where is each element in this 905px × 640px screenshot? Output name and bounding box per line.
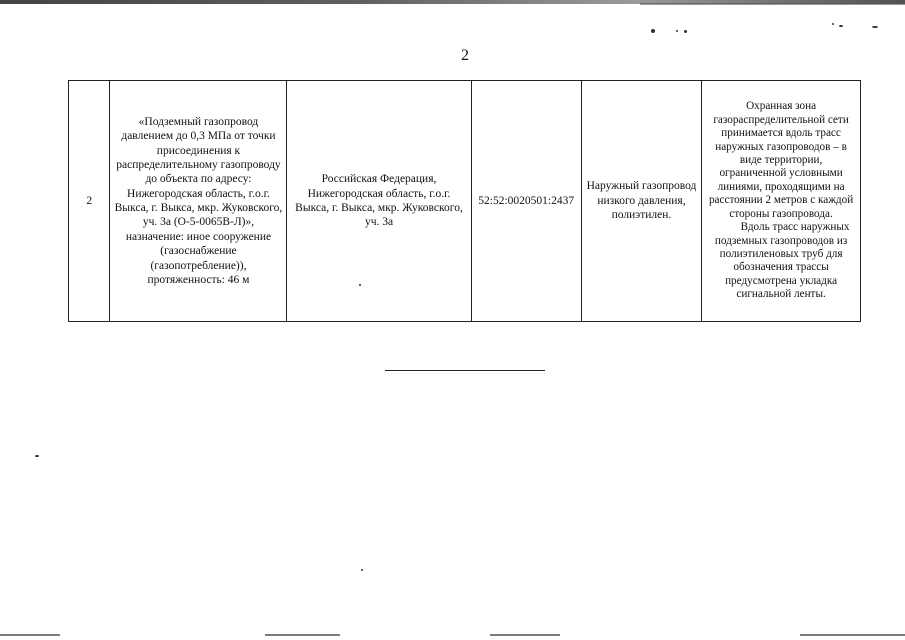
row-number-cell: 2 bbox=[69, 81, 110, 322]
restriction-text-part1: Охранная зона газораспределительной сети принимается вдоль трасс наружных газопроводов – в виде территории, ограниченной условными линиями, проходящими на расстоянии 2 метров с каждой стороны газопровода. bbox=[708, 100, 854, 220]
scan-speck bbox=[832, 23, 834, 25]
scan-edge-top-secondary bbox=[640, 3, 905, 5]
scan-speck bbox=[839, 25, 843, 27]
scan-edge-bottom bbox=[0, 634, 60, 636]
address-cell: Российская Федерация, Нижегородская область, г.о.г. Выкса, г. Выкса, мкр. Жуковского, уч. 3а bbox=[287, 81, 471, 322]
table-row bbox=[69, 81, 861, 322]
scan-speck bbox=[361, 569, 363, 571]
scan-speck bbox=[651, 29, 655, 33]
scan-speck bbox=[872, 26, 878, 28]
scan-speck bbox=[35, 455, 39, 457]
pipeline-type-cell: Наружный газопровод низкого давления, полиэтилен. bbox=[581, 81, 701, 322]
scan-edge-bottom bbox=[265, 634, 340, 636]
object-description-cell: «Подземный газопровод давлением до 0,3 МПа от точки присоединения к распределительному газопроводу до объекта по адресу: Нижегородская область, г.о.г. Выкса, г. Выкса, мкр. Жуковского, уч. 3а (О-5-0065В-Л)», назначение: иное сооружение (газоснабжение (газопотребление)), протяженность: 46 м bbox=[110, 81, 287, 322]
scan-edge-bottom bbox=[490, 634, 560, 636]
scan-speck bbox=[684, 30, 687, 33]
restriction-cell bbox=[702, 81, 861, 322]
easement-table bbox=[68, 80, 861, 322]
scan-speck bbox=[676, 30, 678, 32]
page-number: 2 bbox=[461, 47, 469, 64]
restriction-text-part2: Вдоль трасс наружных подземных газопроводов из полиэтиленовых труб для обозначения трассы предусмотрена укладка сигнальной ленты. bbox=[714, 221, 850, 301]
end-divider-line bbox=[385, 370, 545, 371]
cadastral-number-cell: 52:52:0020501:2437 bbox=[471, 81, 581, 322]
scan-edge-bottom bbox=[800, 634, 905, 636]
